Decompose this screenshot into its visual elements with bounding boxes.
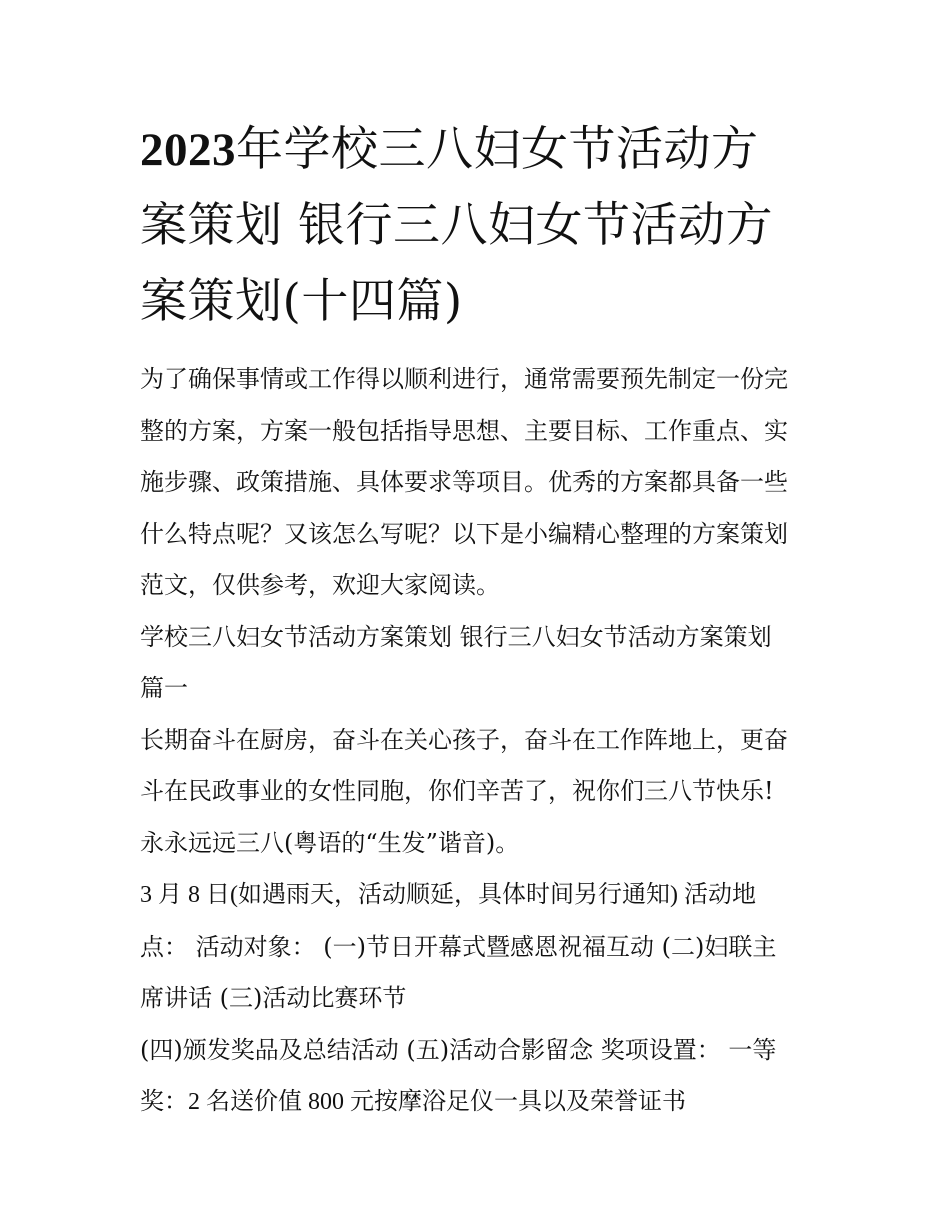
document-title [140,112,820,340]
title-year: 2023 [140,124,236,176]
text-line: 学校三八妇女节活动方案策划 银行三八妇女节活动方案策划 [140,622,772,651]
schedule-paragraph [140,869,820,1025]
text-line: 什么特点呢？又该怎么写呢？以下是小编精心整理的方案策划 [140,519,788,548]
title-line-1: 年学校三八妇女节活动方 [236,122,759,177]
text-line: 奖：2 名送价值 800 元按摩浴足仪一具以及荣誉证书 [140,1089,686,1115]
title-line-2: 案策划 银行三八妇女节活动方 [140,198,773,253]
text-line: 斗在民政事业的女性同胞，你们辛苦了，祝你们三八节快乐! [140,777,774,805]
text-line: 施步骤、政策措施、具体要求等项目。优秀的方案都具备一些 [140,468,788,496]
text-line: 篇一 [140,674,188,702]
text-line: 整的方案，方案一般包括指导思想、主要目标、工作重点、实 [140,416,788,445]
greeting-paragraph [140,715,820,870]
intro-paragraph [140,354,820,612]
text-line: 长期奋斗在厨房，奋斗在关心孩子，奋斗在工作阵地上，更奋 [140,725,788,754]
title-line-3: 案策划(十四篇) [140,274,463,329]
text-line: 3 月 8 日(如遇雨天，活动顺延，具体时间另行通知) 活动地 [140,882,756,908]
text-line: 点： 活动对象： (一)节日开幕式暨感恩祝福互动 (二)妇联主 [140,932,777,961]
document-body [140,354,820,1129]
awards-paragraph [140,1025,820,1129]
text-line: 范文，仅供参考，欢迎大家阅读。 [140,571,500,599]
text-line: 席讲话 (三)活动比赛环节 [140,984,407,1012]
section-heading-paragraph [140,612,820,715]
text-line: (四)颁发奖品及总结活动 (五)活动合影留念 奖项设置： 一等 [140,1035,777,1064]
text-line: 为了确保事情或工作得以顺利进行，通常需要预先制定一份完 [140,365,788,393]
text-line: 永永远远三八(粤语的“生发”谐音)。 [140,828,520,857]
